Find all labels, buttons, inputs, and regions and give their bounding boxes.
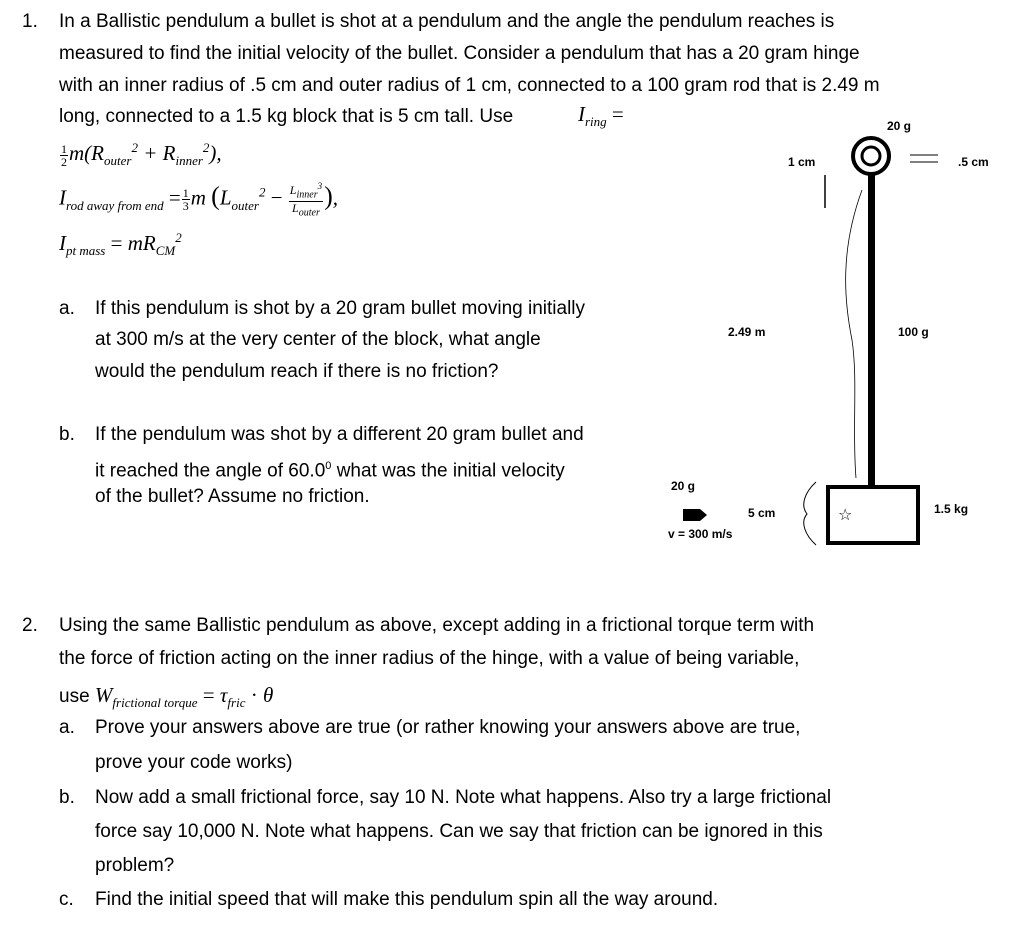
hinge-inner-ring: [862, 147, 880, 165]
formula-i-rod: $I_{rod away from end}$ = $\frac{1}{3}$ m ($L_{outer}^2$ − $\frac{L_{inner}^3}{L_{outer}}$ ),: [59, 181, 339, 219]
formula-i-ring-label: $I_{ring}$ =: [578, 102, 624, 130]
pendulum-rod: [868, 173, 875, 487]
problem-2b-line-2: force say 10,000 N. Note what happens. Can we say that friction can be ignored in this: [95, 821, 823, 842]
inner-radius-label: .5 cm: [958, 155, 989, 169]
problem-2b-line-1: Now add a small frictional force, say 10 N. Note what happens. Also try a large frictional: [95, 787, 832, 808]
problem-2a-line-1: Prove your answers above are true (or rather knowing your answers above are true,: [95, 717, 801, 738]
rod-mass-label: 100 g: [898, 325, 929, 339]
problem-1a-line-3: would the pendulum reach if there is no friction?: [95, 361, 499, 382]
hinge-outer-ring: [853, 138, 889, 174]
formula-i-point-mass: $I_{pt mass} = mR_{CM}^2$: [59, 230, 182, 259]
problem-2b-letter: b.: [59, 787, 75, 808]
problem-1a-line-2: at 300 m/s at the very center of the block, what angle: [95, 329, 541, 350]
problem-1b-line-1: If the pendulum was shot by a different 20 gram bullet and: [95, 424, 584, 445]
block-height-label: 5 cm: [748, 506, 776, 520]
problem-2a-line-2: prove your code works): [95, 752, 293, 773]
problem-1b-line-2b: what was the initial velocity: [331, 460, 565, 482]
rod-length-label: 2.49 m: [728, 325, 766, 339]
degree-superscript: 0: [325, 460, 332, 472]
problem-2-line-2: the force of friction acting on the inner radius of the hinge, with a value of being variable,: [59, 648, 800, 669]
problem-1-line-3: with an inner radius of .5 cm and outer radius of 1 cm, connected to a 100 gram rod that is 2.49 m: [59, 75, 880, 96]
formula-frictional-work: $W_{frictional torque} = \tau_{fric} \cdot \theta$: [94, 683, 274, 711]
problem-2c-line-1: Find the initial speed that will make this pendulum spin all the way around.: [95, 889, 719, 910]
hinge-mass-label: 20 g: [887, 119, 912, 133]
bullet-velocity-label: v = 300 m/s: [668, 527, 733, 541]
problem-2b-line-3: problem?: [95, 855, 175, 876]
problem-1-line-4: long, connected to a 1.5 kg block that is 5 cm tall. Use: [59, 106, 514, 127]
formula-i-ring: $\frac{1}{2}$ $m(R_{outer}^2 + R_{inner}^2)$,: [61, 140, 222, 169]
problem-1b-line-2a: it reached the angle of 60.0: [95, 460, 326, 482]
problem-1-line-2: measured to find the initial velocity of the bullet. Consider a pendulum that has a 20 gram hinge: [59, 43, 860, 64]
bullet-icon: [683, 509, 707, 521]
problem-2c-letter: c.: [59, 889, 74, 910]
block-height-brace: [804, 482, 816, 545]
problem-1-number: 1.: [22, 11, 38, 32]
problem-1b-letter: b.: [59, 424, 75, 445]
problem-1b-line-3: of the bullet? Assume no friction.: [95, 486, 370, 507]
problem-2-use-word: use: [59, 686, 90, 707]
problem-1a-letter: a.: [59, 298, 75, 319]
problem-2-line-1: Using the same Ballistic pendulum as above, except adding in a frictional torque term with: [59, 615, 815, 636]
problem-1a-line-1: If this pendulum is shot by a 20 gram bullet moving initially: [95, 298, 586, 319]
problem-1-line-1: In a Ballistic pendulum a bullet is shot at a pendulum and the angle the pendulum reaches is: [59, 11, 835, 32]
problem-2-number: 2.: [22, 615, 38, 636]
outer-radius-label: 1 cm: [788, 155, 816, 169]
rod-length-brace: [846, 190, 862, 478]
bullet-mass-label: 20 g: [671, 479, 696, 493]
block-mass-label: 1.5 kg: [934, 502, 969, 516]
problem-2a-letter: a.: [59, 717, 75, 738]
star-icon: ☆: [838, 505, 853, 524]
